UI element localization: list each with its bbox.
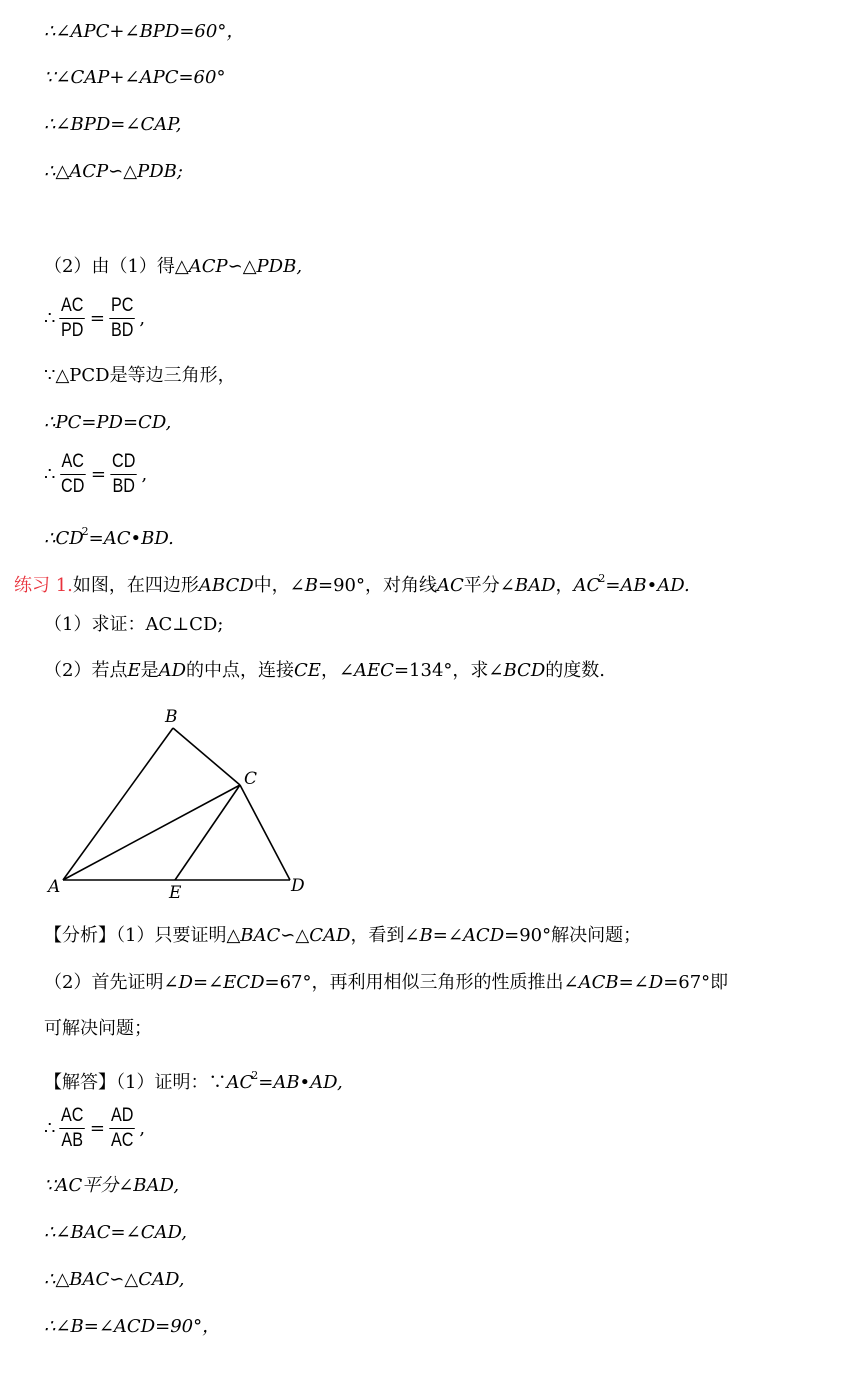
segment-ce (175, 785, 240, 880)
question-1: （1）求证：AC⊥CD; (44, 614, 224, 635)
proof-line-8: ∴PC=PD=CD, (44, 412, 172, 433)
analysis-line-2: （2）首先证明∠D=∠ECD=67°，再利用相似三角形的性质推出∠ACB=∠D=67°即 (44, 972, 729, 993)
solution-fraction: ∴ $\frac{AC}{AB}$ = $\frac{AD}{AC}$ , (44, 1105, 146, 1151)
label-a: A (48, 877, 61, 897)
label-b: B (165, 707, 178, 727)
solution-line-4: ∴∠BAC=∠CAD, (44, 1222, 187, 1243)
proof-line-5: （2）由（1）得△ACP∽△PDB, (44, 256, 303, 277)
solution-label: 【解答】 (44, 1072, 116, 1093)
proof-line-10: $\therefore CD^2=AC•BD$. (44, 525, 174, 549)
fraction: $\frac{AC}{PD}$ (61, 295, 84, 341)
proof-line-2: ∵∠CAP+∠APC=60° (44, 67, 226, 88)
exercise-statement: 练习 1.如图，在四边形ABCD中，∠B=90°，对角线AC平分∠BAD，$AC^2=AB•AD$. (14, 572, 690, 596)
exercise-label: 练习 1. (14, 575, 73, 596)
label-c: C (244, 769, 258, 789)
segment-cd (240, 785, 290, 880)
fraction: $\frac{AD}{AC}$ (110, 1105, 134, 1151)
fraction: $\frac{AC}{AB}$ (61, 1105, 84, 1151)
segment-ac (63, 785, 240, 880)
proof-fraction-2: ∴ $\frac{AC}{CD}$ = $\frac{CD}{BD}$ , (44, 451, 148, 497)
proof-line-7: ∵△PCD是等边三角形， (44, 365, 236, 386)
label-e: E (169, 883, 182, 900)
proof-fraction-1: ∴ $\frac{AC}{PD}$ = $\frac{PC}{BD}$ , (44, 295, 146, 341)
proof-line-3: ∴∠BPD=∠CAP, (44, 114, 182, 135)
solution-line-1: 【解答】（1）证明：$\because AC^2=AB•AD$, (44, 1069, 343, 1093)
label-d: D (291, 876, 305, 896)
solution-line-3: ∵AC平分∠BAD, (44, 1175, 180, 1196)
proof-line-4: ∴△ACP∽△PDB; (44, 161, 183, 182)
analysis-label: 【分析】 (44, 925, 116, 946)
analysis-line-3: 可解决问题； (44, 1018, 152, 1039)
proof-line-1: ∴∠APC+∠BPD=60°， (44, 21, 245, 42)
quadrilateral-figure (40, 700, 320, 900)
solution-line-5: ∴△BAC∽△CAD, (44, 1269, 185, 1290)
fraction: $\frac{AC}{CD}$ (61, 451, 85, 497)
solution-line-6: ∴∠B=∠ACD=90°， (44, 1316, 221, 1337)
segment-bc (173, 728, 240, 785)
analysis-line-1: 【分析】（1）只要证明△BAC∽△CAD，看到∠B=∠ACD=90°解决问题； (44, 925, 642, 946)
segment-ab (63, 728, 173, 880)
question-2: （2）若点E是AD的中点，连接CE，∠AEC=134°，求∠BCD的度数. (44, 660, 605, 681)
fraction: $\frac{CD}{BD}$ (112, 451, 136, 497)
fraction: $\frac{PC}{BD}$ (110, 295, 134, 341)
